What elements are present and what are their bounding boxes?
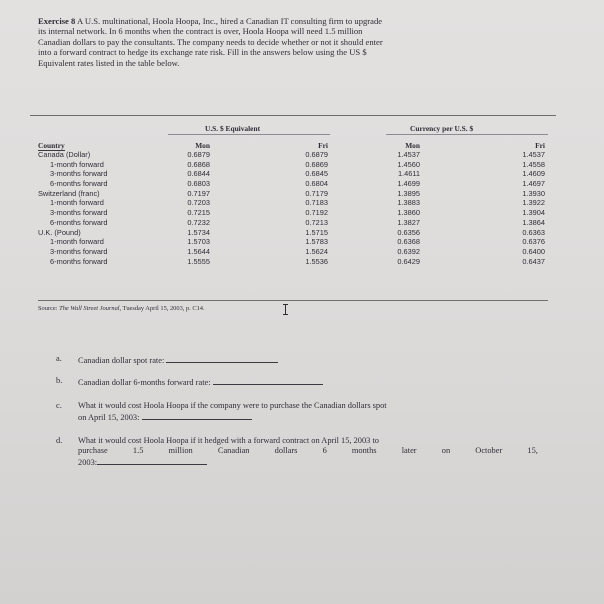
question-d-word: purchase: [78, 446, 108, 456]
exercise-line-4: into a forward contract to hedge its exchange rate risk. Fill in the answers below using the US $: [38, 47, 367, 58]
usd-mon-column: [170, 141, 210, 266]
per-mon-cell: 1.3895: [397, 188, 420, 198]
usd-fri-cell: 1.5715: [305, 227, 328, 237]
country-cell: Switzerland (franc): [38, 188, 100, 198]
question-d-label: d.: [56, 436, 63, 445]
question-b-text: Canadian dollar 6-months forward rate:: [78, 376, 323, 388]
per-fri-cell: 0.6437: [522, 256, 545, 266]
usd-fri-cell: 1.5536: [305, 256, 328, 266]
usd-fri-header: Fri: [318, 141, 328, 150]
table-bottom-rule: [38, 300, 548, 301]
question-d-word: on: [441, 446, 451, 456]
usd-fri-cell: 0.7192: [305, 208, 328, 218]
question-d-word: 6: [322, 446, 327, 456]
exercise-line-3: Canadian dollars to pay the consultants. The company needs to decide whether or not it should enter: [38, 36, 383, 47]
question-d-word: Canadian: [217, 446, 250, 456]
per-fri-cell: 1.4558: [522, 159, 545, 169]
country-cell: 3-months forward: [50, 169, 108, 179]
group-rule-usd: [168, 134, 330, 135]
per-fri-cell: 1.4697: [522, 179, 545, 189]
question-c-label: c.: [56, 401, 62, 410]
per-fri-cell: 1.4609: [522, 169, 545, 179]
usd-mon-cell: 1.5703: [187, 237, 210, 247]
usd-fri-cell: 0.7179: [305, 188, 328, 198]
per-mon-cell: 1.4537: [397, 150, 420, 159]
usd-mon-cell: 0.7197: [187, 188, 210, 198]
usd-mon-header: Mon: [195, 141, 210, 150]
usd-fri-cell: 1.5783: [305, 237, 328, 247]
group-header-usd: U.S. $ Equivalent: [205, 124, 261, 133]
per-fri-cell: 0.6376: [522, 237, 545, 247]
usd-fri-cell: 0.6879: [305, 150, 328, 159]
exercise-line-1: Exercise 8 A U.S. multinational, Hoola Hoopa, Inc., hired a Canadian IT consulting firm to upgrade: [38, 16, 383, 26]
usd-fri-cell: 1.5624: [305, 246, 328, 256]
per-fri-cell: 1.4537: [522, 150, 545, 159]
per-mon-column: [380, 141, 420, 266]
usd-mon-cell: 0.6868: [187, 159, 210, 169]
country-header: Country: [38, 141, 65, 150]
per-fri-cell: 0.6400: [522, 246, 545, 256]
country-cell: Canada (Dollar): [38, 150, 91, 159]
question-d-word: 1.5: [132, 446, 144, 456]
answer-d-blank[interactable]: [97, 456, 207, 465]
question-d-word: later: [401, 446, 417, 456]
question-d-word: dollars: [274, 446, 298, 456]
per-mon-cell: 0.6356: [397, 227, 420, 237]
question-d-word: months: [351, 446, 377, 456]
country-cell: 3-months forward: [50, 208, 108, 218]
text-cursor-icon: [285, 304, 286, 315]
country-cell: 1-month forward: [50, 237, 104, 247]
usd-mon-cell: 1.5644: [187, 246, 210, 256]
per-fri-cell: 1.3864: [522, 217, 545, 227]
usd-mon-cell: 0.6844: [187, 169, 210, 179]
per-mon-header: Mon: [405, 141, 420, 150]
country-cell: 6-months forward: [50, 179, 108, 189]
usd-mon-cell: 0.6803: [187, 179, 210, 189]
question-d-word: 15,: [527, 446, 538, 456]
answer-b-blank[interactable]: [213, 376, 323, 385]
table-source: Source: The Wall Street Journal, Tuesday April 15, 2003, p. C14.: [38, 305, 205, 312]
answer-c-blank[interactable]: [142, 411, 252, 420]
usd-fri-column: [288, 141, 328, 266]
usd-mon-cell: 1.5555: [187, 256, 210, 266]
usd-fri-cell: 0.7213: [305, 217, 328, 227]
exercise-text: [38, 16, 550, 68]
question-c-text: What it would cost Hoola Hoopa if the company were to purchase the Canadian dollars spot on April 15, 2003:: [78, 401, 387, 423]
per-mon-cell: 0.6392: [397, 246, 420, 256]
question-a-text: Canadian dollar spot rate:: [78, 354, 278, 366]
per-mon-cell: 1.3860: [397, 208, 420, 218]
per-fri-header: Fri: [535, 141, 545, 150]
per-mon-cell: 1.4699: [397, 179, 420, 189]
usd-mon-cell: 0.7215: [187, 208, 210, 218]
per-mon-cell: 1.4560: [397, 159, 420, 169]
exercise-label: Exercise 8: [38, 16, 76, 26]
per-mon-cell: 0.6368: [397, 237, 420, 247]
question-a-label: a.: [56, 354, 62, 363]
question-b-label: b.: [56, 376, 63, 385]
group-rule-per-usd: [386, 134, 548, 135]
per-fri-cell: 0.6363: [522, 227, 545, 237]
country-column: [38, 141, 158, 266]
per-mon-cell: 1.3827: [397, 217, 420, 227]
country-cell: 6-months forward: [50, 256, 108, 266]
question-d-word: October: [475, 446, 503, 456]
usd-fri-cell: 0.7183: [305, 198, 328, 208]
per-mon-cell: 0.6429: [397, 256, 420, 266]
usd-mon-cell: 0.7203: [187, 198, 210, 208]
question-d-word: million: [168, 446, 193, 456]
per-mon-cell: 1.4611: [397, 169, 420, 179]
question-d-text: What it would cost Hoola Hoopa if it hedged with a forward contract on April 15, 2003 to purchase 1.5 million Canadian dollars 6 months later on October 15, 2003:: [78, 436, 538, 468]
group-header-per-usd: Currency per U.S. $: [410, 124, 474, 133]
usd-fri-cell: 0.6804: [305, 179, 328, 189]
exercise-line-5: Equivalent rates listed in the table below.: [38, 57, 180, 68]
table-top-rule: [30, 115, 556, 116]
exercise-line-2: its internal network. In 6 months when the contract is over, Hoola Hoopa will need 1.5 million: [38, 26, 363, 37]
country-cell: 6-months forward: [50, 217, 108, 227]
country-cell: 1-month forward: [50, 198, 104, 208]
country-cell: 1-month forward: [50, 159, 104, 169]
country-cell: 3-months forward: [50, 246, 108, 256]
country-cell: U.K. (Pound): [38, 227, 81, 237]
usd-fri-cell: 0.6869: [305, 159, 328, 169]
usd-fri-cell: 0.6845: [305, 169, 328, 179]
per-fri-column: [505, 141, 545, 266]
usd-mon-cell: 0.6879: [187, 150, 210, 159]
per-mon-cell: 1.3883: [397, 198, 420, 208]
question-d-line-2: [78, 446, 538, 456]
answer-a-blank[interactable]: [166, 354, 278, 363]
per-fri-cell: 1.3904: [522, 208, 545, 218]
per-fri-cell: 1.3930: [522, 188, 545, 198]
per-fri-cell: 1.3922: [522, 198, 545, 208]
usd-mon-cell: 0.7232: [187, 217, 210, 227]
usd-mon-cell: 1.5734: [187, 227, 210, 237]
